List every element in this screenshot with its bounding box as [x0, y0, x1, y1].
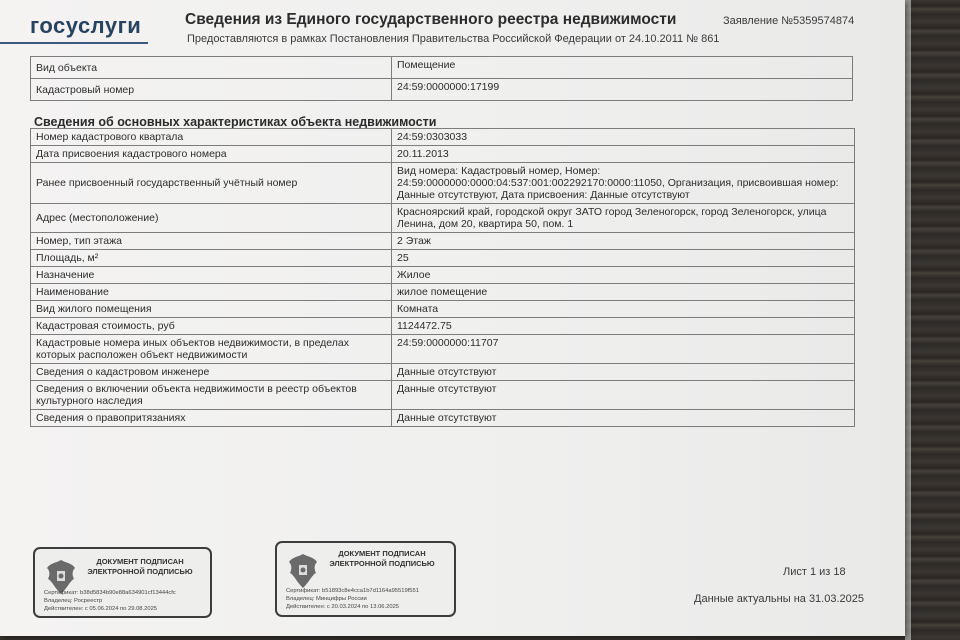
row-value: Красноярский край, городской округ ЗАТО город Зеленогорск, город Зеленогорск, улица Ленина, дом 20, квартира 50, пом. 1: [392, 204, 855, 233]
row-value: Жилое: [392, 267, 855, 284]
section-title: Сведения об основных характеристиках объекта недвижимости: [34, 115, 437, 129]
table-row: [31, 57, 853, 79]
table-row: [31, 79, 853, 101]
coat-of-arms-icon: [286, 551, 320, 591]
table-row: [31, 129, 855, 146]
row-value: 25: [392, 250, 855, 267]
application-number: Заявление №5359574874: [723, 15, 855, 27]
table-row: [31, 146, 855, 163]
row-value: Вид номера: Кадастровый номер, Номер: 24:59:0000000:0000:04:537:001:002292170:0000:11050, Организация, присвоившая номер: Данные отсутствуют, Дата присвоения: Данные отсутствуют: [392, 163, 855, 204]
object-table: [30, 56, 853, 101]
row-value: 24:59:0000000:11707: [392, 335, 855, 364]
table-row: [31, 335, 855, 364]
document-title: Сведения из Единого государственного реестра недвижимости: [185, 11, 677, 28]
row-value: 20.11.2013: [392, 146, 855, 163]
stamp-owner: Владелец: Минцифры России: [286, 596, 367, 602]
logo-underline: [0, 42, 148, 44]
stamp-validity: Действителен: с 05.06.2024 по 29.08.2025: [44, 606, 158, 612]
table-row: [31, 163, 855, 204]
stamp-owner: Владелец: Росреестр: [44, 598, 103, 604]
row-value: жилое помещение: [392, 284, 855, 301]
row-value: Данные отсутствуют: [392, 364, 855, 381]
signature-stamp-mintsifry: [275, 541, 456, 617]
stamp-title: ДОКУМЕНТ ПОДПИСАН ЭЛЕКТРОННОЙ ПОДПИСЬЮ: [329, 549, 435, 568]
actual-date: Данные актуальны на 31.03.2025: [694, 593, 864, 605]
table-row: [31, 364, 855, 381]
row-key: Номер, тип этажа: [31, 233, 392, 250]
row-key: Ранее присвоенный государственный учётный номер: [31, 163, 392, 204]
row-key: Вид объекта: [31, 57, 392, 79]
row-value: 24:59:0000000:17199: [392, 79, 853, 101]
stamp-title: ДОКУМЕНТ ПОДПИСАН ЭЛЕКТРОННОЙ ПОДПИСЬЮ: [87, 557, 193, 576]
row-value: Данные отсутствуют: [392, 410, 855, 427]
row-key: Назначение: [31, 267, 392, 284]
table-row: [31, 301, 855, 318]
stamp-validity: Действителен: с 20.03.2024 по 13.06.2025: [286, 604, 400, 610]
row-key: Кадастровые номера иных объектов недвижимости, в пределах которых расположен объект недвижимости: [31, 335, 392, 364]
table-row: [31, 233, 855, 250]
row-value: 1124472.75: [392, 318, 855, 335]
row-key: Наименование: [31, 284, 392, 301]
row-key: Сведения о кадастровом инженере: [31, 364, 392, 381]
table-row: [31, 381, 855, 410]
table-row: [31, 318, 855, 335]
table-row: [31, 267, 855, 284]
document-subtitle: Предоставляются в рамках Постановления Правительства Российской Федерации от 24.10.2011 № 861: [187, 33, 720, 45]
table-row: [31, 284, 855, 301]
row-value: 2 Этаж: [392, 233, 855, 250]
row-key: Адрес (местоположение): [31, 204, 392, 233]
row-key: Кадастровый номер: [31, 79, 392, 101]
row-value: Комната: [392, 301, 855, 318]
row-key: Дата присвоения кадастрового номера: [31, 146, 392, 163]
table-row: [31, 410, 855, 427]
characteristics-table: [30, 128, 855, 427]
signature-stamp-rosreestr: [33, 547, 212, 618]
paper-stack-edge: [905, 0, 911, 640]
row-key: Номер кадастрового квартала: [31, 129, 392, 146]
row-value: 24:59:0303033: [392, 129, 855, 146]
row-key: Площадь, м²: [31, 250, 392, 267]
row-value: Помещение: [392, 57, 853, 79]
gosuslugi-logo: госуслуги: [30, 13, 142, 38]
row-value: Данные отсутствуют: [392, 381, 855, 410]
page-number: Лист 1 из 18: [783, 566, 846, 578]
row-key: Сведения о правопритязаниях: [31, 410, 392, 427]
table-row: [31, 204, 855, 233]
row-key: Вид жилого помещения: [31, 301, 392, 318]
row-key: Кадастровая стоимость, руб: [31, 318, 392, 335]
stamp-certificate: Сертификат: b38d5834b90e88a634901cf13444cfc: [44, 590, 176, 596]
stamp-certificate: Сертификат: b51893c8e4cca1b7d1164a95519f551: [286, 588, 419, 594]
table-row: [31, 250, 855, 267]
row-key: Сведения о включении объекта недвижимости в реестр объектов культурного наследия: [31, 381, 392, 410]
